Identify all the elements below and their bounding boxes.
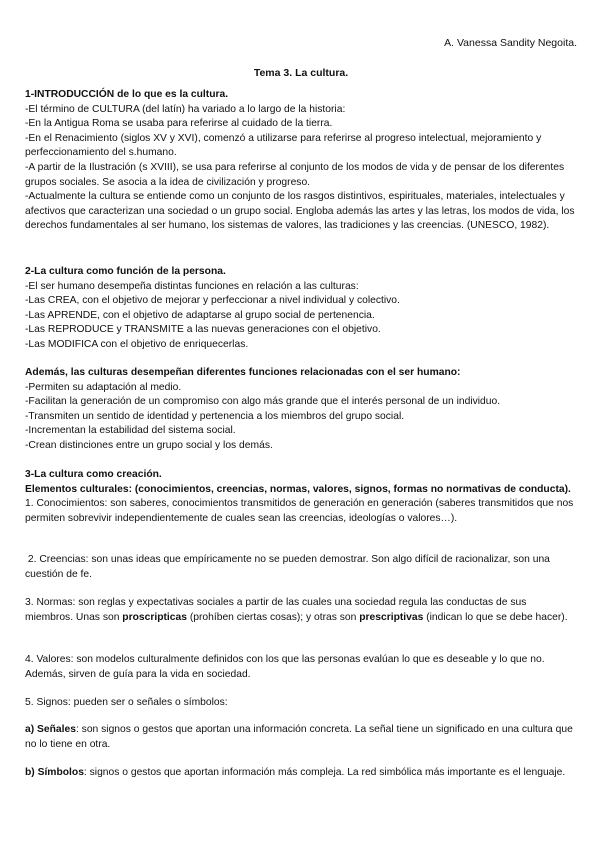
paragraph-line: -El ser humano desempeña distintas funciones en relación a las culturas: <box>25 280 359 292</box>
section-heading: 2-La cultura como función de la persona. <box>25 266 226 277</box>
paragraph-line: -Las REPRODUCE y TRANSMITE a las nuevas generaciones con el objetivo. <box>25 324 381 336</box>
paragraph-signos: 5. Signos: pueden ser o señales o símbolos: <box>25 697 228 708</box>
section-creacion <box>25 468 577 526</box>
paragraph-line: -En la Antigua Roma se usaba para referirse al cuidado de la tierra. <box>25 118 333 130</box>
term-proscripticas: proscripticas <box>122 611 187 623</box>
term-simbolos: b) Símbolos <box>25 767 84 778</box>
text-run: 3. Normas: son reglas y expectativas sociales a partir de las cuales una sociedad regula las conductas de sus miembros. Unas son <box>25 597 527 623</box>
paragraph-simbolos <box>25 766 577 781</box>
paragraph-line: -El término de CULTURA (del latín) ha variado a lo largo de la historia: <box>25 103 346 115</box>
paragraph-line: -Las MODIFICA con el objetivo de enriquecerlas. <box>25 338 249 350</box>
paragraph-creencias: 2. Creencias: son unas ideas que empíricamente no se pueden demostrar. Son algo difícil de racionalizar, son una cuestión de fe. <box>25 554 553 580</box>
paragraph-line: -Facilitan la generación de un compromiso con algo más grande que el interés personal de un individuo. <box>25 396 501 408</box>
term-prescriptivas: prescriptivas <box>359 611 424 623</box>
paragraph-line: -Transmiten un sentido de identidad y pertenencia a los miembros del grupo social. <box>25 410 405 422</box>
paragraph-line: -Las CREA, con el objetivo de mejorar y perfeccionar a nivel individual y colectivo. <box>25 295 400 307</box>
term-senales: a) Señales <box>25 724 76 735</box>
paragraph-normas <box>25 596 577 625</box>
text-run: : son signos o gestos que aportan una información concreta. La señal tiene un significado en una cultura que no lo tiene en otra. <box>25 724 573 750</box>
paragraph-conocimientos: 1. Conocimientos: son saberes, conocimientos transmitidos de generación en generación (saberes transmitidos que nos permiten sobrevivir independientemente de cuales sean las creencias, ideologías o valores…). <box>25 498 574 524</box>
section-heading: 3-La cultura como creación. <box>25 469 162 480</box>
author-name: A. Vanessa Sandity Negoita. <box>444 37 577 49</box>
section-subheading: Elementos culturales: (conocimientos, creencias, normas, valores, signos, formas no normativas de conducta). <box>25 483 571 495</box>
section-funcion-persona <box>25 265 577 353</box>
paragraph-senales <box>25 723 577 752</box>
paragraph-line: -Las APRENDE, con el objetivo de adaptarse al grupo social de pertenencia. <box>25 309 375 321</box>
paragraph-line: -Incrementan la estabilidad del sistema social. <box>25 425 236 437</box>
paragraph-line: -Actualmente la cultura se entiende como un conjunto de los rasgos distintivos, espirituales, materiales, intelectuales y afectivos que caracterizan una sociedad o un grupo social. Engloba además las artes y las letras, los modos de vida, los derechos fundamentales al ser humano, los sistemas de valores, las tradiciones y las creencias. (UNESCO, 1982). <box>25 191 575 232</box>
paragraph-line: -A partir de la Ilustración (s XVIII), se usa para referirse al conjunto de los modos de vida y de pensar de los diferentes grupos sociales. Se asocia a la idea de civilización y progreso. <box>25 161 565 188</box>
text-run: (indican lo que se debe hacer). <box>423 611 568 623</box>
section-heading: 1-INTRODUCCIÓN de lo que es la cultura. <box>25 89 229 100</box>
paragraph-line: -En el Renacimiento (siglos XV y XVI), comenzó a utilizarse para referirse al progreso intelectual, mejoramiento y perfeccionamiento del s.humano. <box>25 132 542 159</box>
text-run: : signos o gestos que aportan información más compleja. La red simbólica más importante es el lenguaje. <box>83 767 566 778</box>
paragraph-valores: 4. Valores: son modelos culturalmente definidos con los que las personas evalúan lo que es deseable y lo que no. Además, sirven de guía para la vida en sociedad. <box>25 654 545 680</box>
section-introduccion <box>25 88 577 234</box>
paragraph-line: -Crean distinciones entre un grupo social y los demás. <box>25 439 273 451</box>
section-funciones-culturas <box>25 366 577 454</box>
text-run: (prohíben ciertas cosas); y otras son <box>186 611 360 623</box>
paragraph-line: -Permiten su adaptación al medio. <box>25 381 182 393</box>
section-heading: Además, las culturas desempeñan diferentes funciones relacionadas con el ser humano: <box>25 367 461 378</box>
document-title: Tema 3. La cultura. <box>253 67 349 79</box>
